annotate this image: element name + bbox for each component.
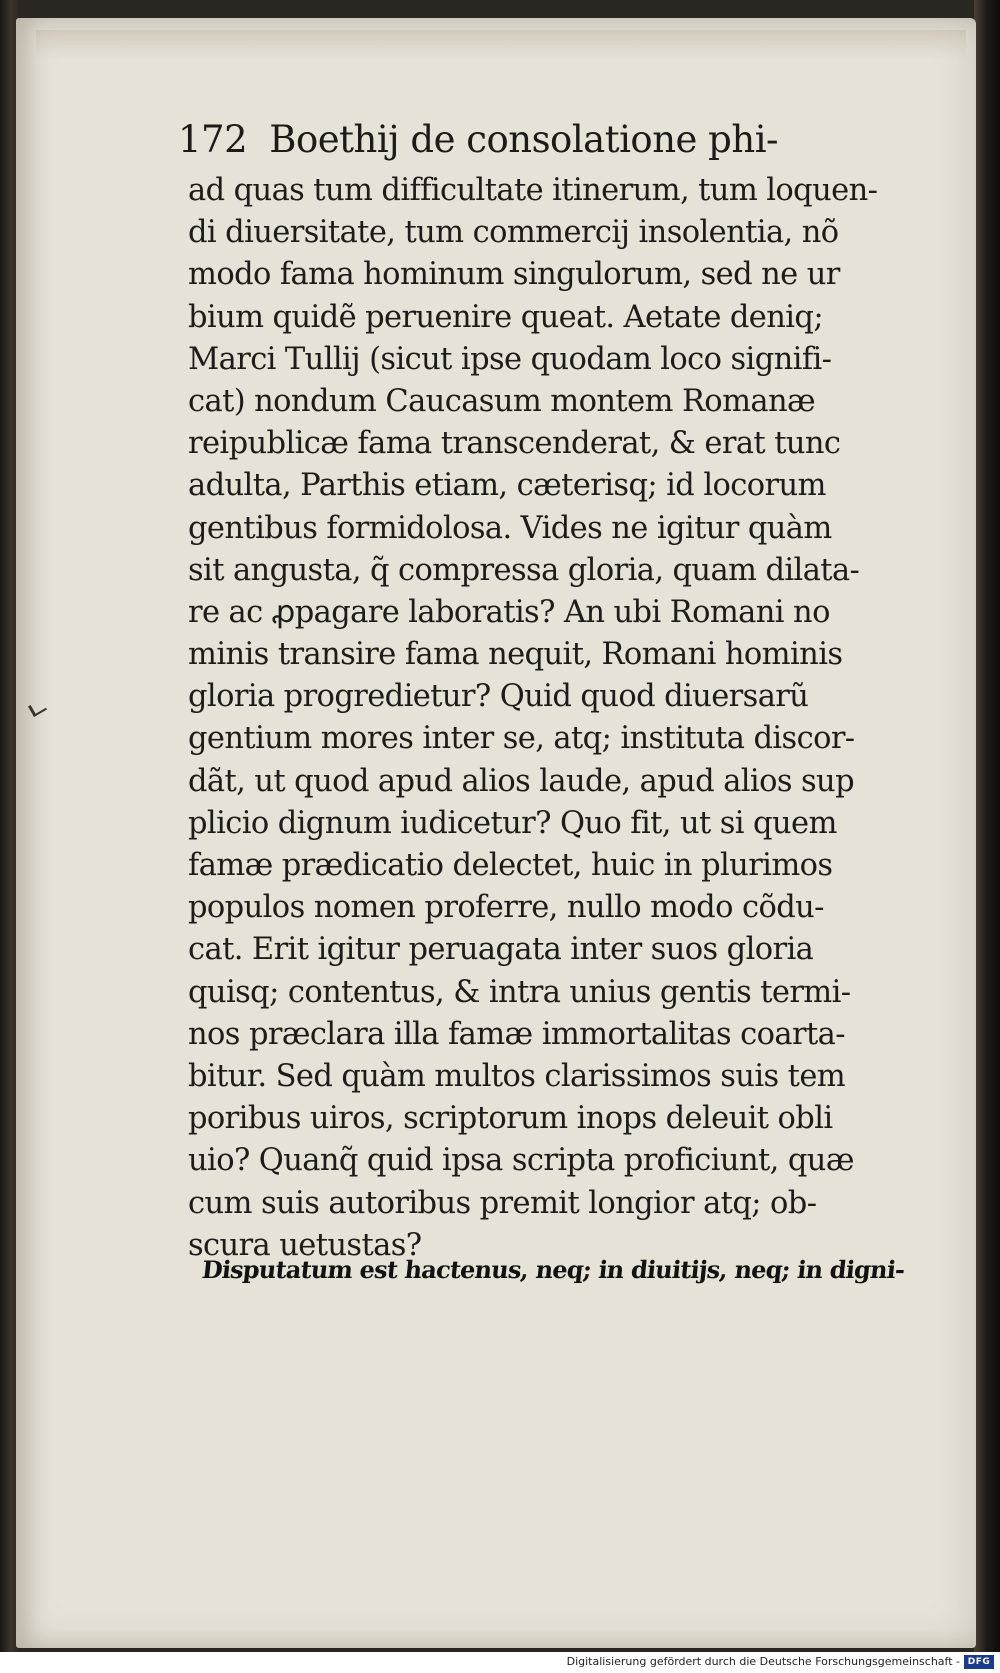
text-line: ad quas tum difficultate itinerum, tum loquen- [188, 173, 878, 208]
running-head [178, 118, 798, 178]
text-line: modo fama hominum singulorum, sed ne ur [188, 257, 840, 293]
text-line: populos nomen proferre, nullo modo cõdu- [188, 890, 824, 926]
text-line: di diuersitate, tum commercij insolentia, nõ [188, 215, 839, 251]
body-text-block [188, 170, 878, 1267]
text-line: plicio dignum iudicetur? Quo fit, ut si quem [188, 805, 837, 841]
text-line: reipublicæ fama transcenderat, & erat tunc [188, 426, 841, 462]
text-line: adulta, Parthis etiam, cæterisq; id locorum [188, 468, 826, 504]
text-line: sit angusta, q̃ compressa gloria, quam dilata- [188, 552, 860, 588]
text-line: minis transire fama nequit, Romani hominis [188, 637, 843, 673]
digitization-credit-bar [0, 1652, 1000, 1673]
blackletter-catchline: Disputatum est hactenus, neq; in diuitijs, neq; in digni- [200, 1255, 906, 1284]
dfg-logo-icon: DFG [964, 1655, 994, 1669]
text-line: quisq; contentus, & intra unius gentis termi- [188, 974, 851, 1010]
text-line: cat) nondum Caucasum montem Romanæ [188, 383, 816, 419]
page-stain [36, 30, 966, 60]
text-line: famæ prædicatio delectet, huic in plurimos [188, 848, 833, 883]
dfg-credit-text: Digitalisierung gefördert durch die Deutsche Forschungsgemeinschaft - [566, 1655, 960, 1668]
text-line: uio? Quanq̃ quid ipsa scripta proficiunt, quæ [188, 1143, 854, 1179]
text-line: nos præclara illa famæ immortalitas coarta- [188, 1016, 845, 1052]
text-line: gentium mores inter se, atq; instituta discor- [188, 721, 855, 757]
right-binding-edge [974, 0, 1000, 1652]
text-line: dãt, ut quod apud alios laude, apud alios sup [188, 763, 855, 799]
page-number: 172 [178, 118, 248, 161]
running-title: Boethij de consolatione phi- [269, 118, 779, 161]
text-line: gloria progredietur? Quid quod diuersarũ [188, 679, 809, 715]
text-line: poribus uiros, scriptorum inops deleuit obli [188, 1101, 833, 1137]
text-line: scura uetustas? [188, 1227, 422, 1263]
text-line: Marci Tullij (sicut ipse quodam loco signifi- [188, 341, 832, 377]
text-line: re ac ꝓpagare laboratis? An ubi Romani no [188, 594, 830, 630]
text-line: cum suis autoribus premit longior atq; ob- [188, 1185, 817, 1221]
text-line: bitur. Sed quàm multos clarissimos suis tem [188, 1058, 846, 1094]
text-line: gentibus formidolosa. Vides ne igitur quàm [188, 510, 832, 546]
text-line: cat. Erit igitur peruagata inter suos gloria [188, 932, 814, 968]
text-line: bium quidẽ peruenire queat. Aetate deniq; [188, 299, 824, 335]
